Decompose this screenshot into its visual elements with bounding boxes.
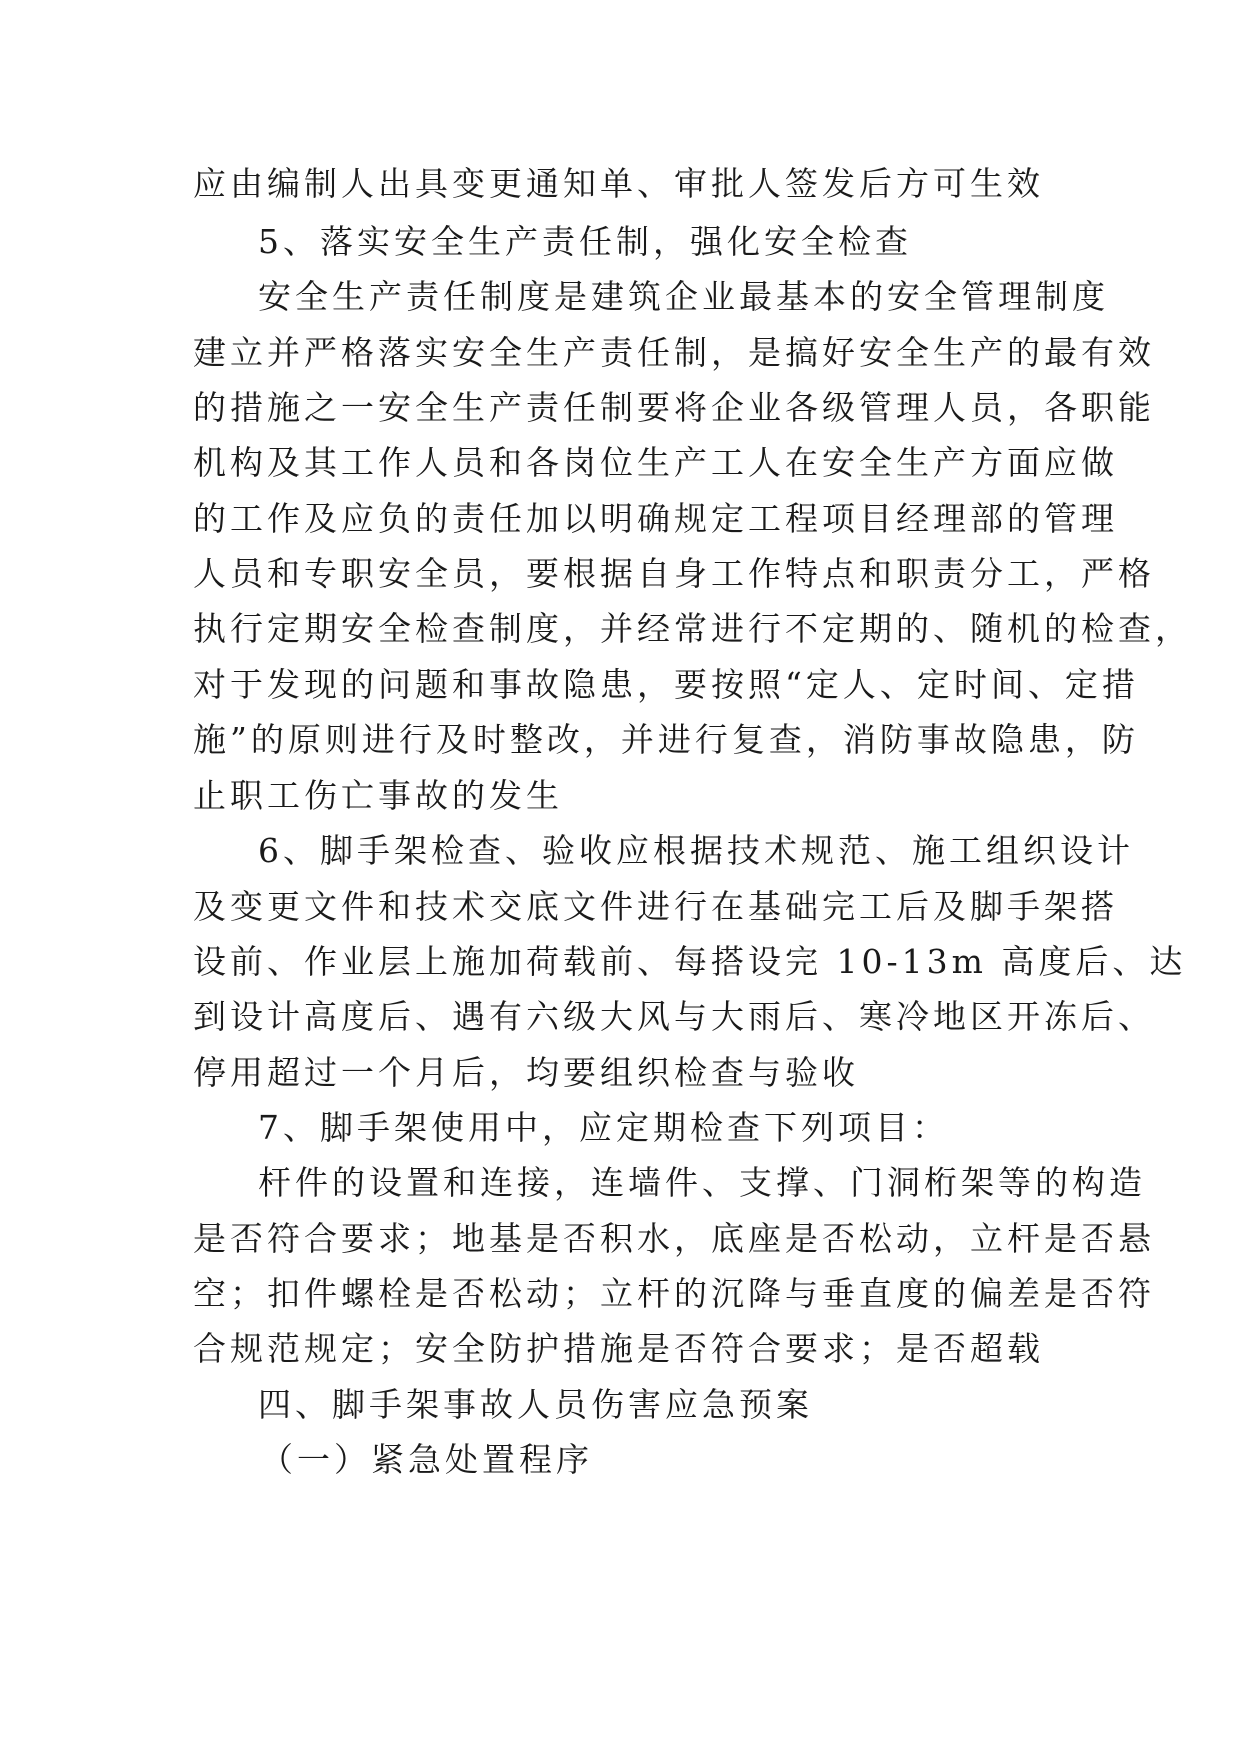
text-line: 对于发现的问题和事故隐患，要按照“定人、定时间、定措: [193, 665, 1139, 704]
text-line: 执行定期安全检查制度，并经常进行不定期的、随机的检查，: [193, 609, 1192, 648]
text-line: 设前、作业层上施加荷载前、每搭设完 10-13m 高度后、达: [193, 942, 1187, 981]
text-line: 应由编制人出具变更通知单、审批人签发后方可生效: [193, 164, 1044, 203]
text-line: 停用超过一个月后，均要组织检查与验收: [193, 1053, 859, 1092]
text-line: 人员和专职安全员，要根据自身工作特点和职责分工，严格: [193, 554, 1155, 593]
text-line: 止职工伤亡事故的发生: [193, 776, 563, 815]
text-line: 杆件的设置和连接，连墙件、支撑、门洞桁架等的构造: [258, 1163, 1146, 1202]
text-line: 建立并严格落实安全生产责任制，是搞好安全生产的最有效: [193, 333, 1155, 372]
text-line: 到设计高度后、遇有六级大风与大雨后、寒冷地区开冻后、: [193, 997, 1155, 1036]
subsection-heading: （一）紧急处置程序: [260, 1440, 593, 1479]
text-line: 机构及其工作人员和各岗位生产工人在安全生产方面应做: [193, 443, 1118, 482]
text-line: 的措施之一安全生产责任制要将企业各级管理人员，各职能: [193, 388, 1155, 427]
chapter-heading: 四、脚手架事故人员伤害应急预案: [258, 1385, 813, 1424]
text-line: 施”的原则进行及时整改，并进行复查，消防事故隐患，防: [193, 720, 1139, 759]
text-line: 合规范规定；安全防护措施是否符合要求；是否超载: [193, 1329, 1044, 1368]
section-heading: 5、落实安全生产责任制，强化安全检查: [258, 222, 912, 261]
text-line: 的工作及应负的责任加以明确规定工程项目经理部的管理: [193, 499, 1118, 538]
text-line: 安全生产责任制度是建筑企业最基本的安全管理制度: [258, 277, 1109, 316]
section-heading: 6、脚手架检查、验收应根据技术规范、施工组织设计: [258, 831, 1134, 870]
text-line: 是否符合要求；地基是否积水，底座是否松动，立杆是否悬: [193, 1219, 1155, 1258]
text-line: 空；扣件螺栓是否松动；立杆的沉降与垂直度的偏差是否符: [193, 1274, 1155, 1313]
text-line: 及变更文件和技术交底文件进行在基础完工后及脚手架搭: [193, 887, 1118, 926]
section-heading: 7、脚手架使用中，应定期检查下列项目：: [258, 1108, 949, 1147]
